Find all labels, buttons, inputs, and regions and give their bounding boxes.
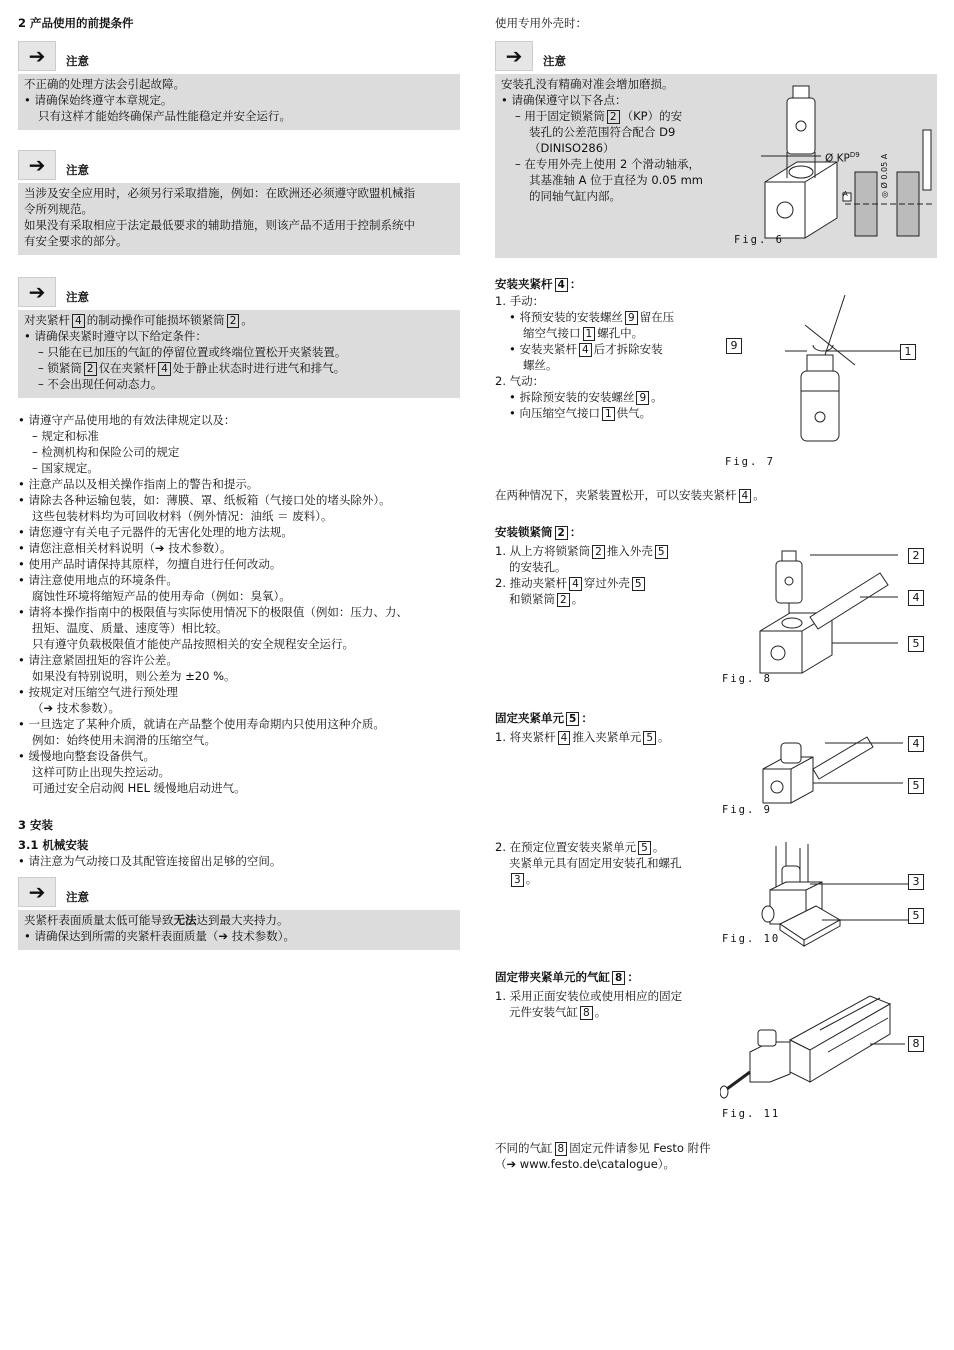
callout-1: 1 [900,344,916,360]
footer-text: 不同的气缸 8 固定元件请参见 Festo 附件 [495,1141,711,1155]
callout-5: 5 [908,778,924,794]
list-item: 可通过安全启动阀 HEL 缓慢地启动进气。 [32,781,246,795]
step-text: 缩空气接口 1 螺孔中。 [523,326,644,340]
notice-dash: – 锁紧筒 2 仅在夹紧杆 4 处于静止状态时进行进气和排气。 [38,361,346,375]
arrow-icon: ➔ [18,877,56,907]
callout-2: 2 [227,314,240,328]
step: 2. 在预定位置安装夹紧单元 5 。 [495,840,665,854]
notice-text: 的同轴气缸内部。 [529,189,621,203]
notice-5-box [495,74,937,258]
notice-bullet: • 请确保达到所需的夹紧杆表面质量（➔ 技术参数）。 [24,929,295,943]
dim-label: Ø $KP^{D9}$ [825,151,860,165]
fig8-drawing [750,545,930,675]
install-rod-title: 安装夹紧杆 4 ： [495,277,582,291]
step-text: 螺丝。 [523,358,558,372]
notice-text: 当涉及安全应用时，必须另行采取措施，例如：在欧洲还必须遵守欧盟机械指 [24,186,415,200]
step: 1. 采用正面安装位或使用相应的固定 [495,989,683,1003]
notice-dash: – 用于固定锁紧筒 2 （KP）的安 [515,109,683,123]
notice-2 [18,146,460,255]
list-item: • 请除去各种运输包装，如：薄膜、罩、纸板箱（气接口处的堵头除外）。 [18,493,391,507]
notice-bullet: • 请确保遵守以下各点： [501,93,627,107]
fig8-label: Fig. 8 [722,673,772,685]
notice-text: （DINISO286） [529,141,615,155]
list-item: • 注意产品以及相关操作指南上的警告和提示。 [18,477,259,491]
fig9-drawing [755,735,925,810]
notice-2-box [18,183,460,255]
notice-text: 安装孔没有精确对准会增加磨损。 [501,77,674,91]
step-text: 的安装孔。 [509,560,567,574]
arrow-icon: ➔ [18,41,56,71]
notice-4-box [18,910,460,950]
notice-dash: – 只能在已加压的气缸的停留位置或终端位置松开夹紧装置。 [38,345,347,359]
list-item: – 国家规定。 [32,461,99,475]
housing-title: 使用专用外壳时： [495,16,587,30]
notice-text: 不正确的处理方法会引起故障。 [24,77,185,91]
section-3-1-title: 3.1 机械安装 [18,838,89,852]
list-item: • 请注意使用地点的环境条件。 [18,573,178,587]
list-item: • 请注意为气动接口及其配管连接留出足够的空间。 [18,854,282,868]
notice-bullet: • 请确保夹紧时遵守以下给定条件： [24,329,207,343]
notice-3 [18,273,460,398]
callout-4: 4 [908,590,924,606]
list-item: – 规定和标准 [32,429,99,443]
callout-5: 5 [908,908,924,924]
step-bullet: • 安装夹紧杆 4 后才拆除安装 [509,342,663,356]
fig6-label: Fig. 6 [734,234,784,246]
ref-a: A [843,190,848,198]
notice-text: 装孔的公差范围符合配合 D9 [529,125,676,139]
step: 1. 手动： [495,294,545,308]
fig11-drawing [720,990,930,1105]
notice-label: 注意 [66,890,89,904]
arrow-icon: ➔ [18,277,56,307]
notice-4 [18,873,460,950]
notice-text: 如果没有采取相应于法定最低要求的辅助措施，则该产品不适用于控制系统中 [24,218,415,232]
step: 1. 将夹紧杆 4 推入夹紧单元 5 。 [495,730,670,744]
section-3-title: 3 安装 [18,818,54,832]
callout-2: 2 [908,548,924,564]
notice-text: 令所列规范。 [24,202,93,216]
step-text: 和锁紧筒 2 。 [509,592,584,606]
fix-unit-title: 固定夹紧单元 5 ： [495,711,593,725]
fig7-drawing [785,295,925,455]
section-2-title: 2 产品使用的前提条件 [18,16,134,30]
list-item: • 请您注意相关材料说明（➔ 技术参数）。 [18,541,232,555]
list-item: 如果没有特别说明，则公差为 ±20 %。 [32,669,236,683]
list-item: • 请您遵守有关电子元器件的无害化处理的地方法规。 [18,525,293,539]
list-item: • 使用产品时请保持其原样，勿擅自进行任何改动。 [18,557,282,571]
catalogue-link[interactable]: （➔ www.festo.de\catalogue）。 [495,1157,676,1171]
callout-4: 4 [72,314,85,328]
list-item: 只有遵守负载极限值才能使产品按照相关的安全规程安全运行。 [32,637,354,651]
list-item: – 检测机构和保险公司的规定 [32,445,180,459]
install-rod-steps [495,293,715,421]
list-item: • 缓慢地向整套设备供气。 [18,749,155,763]
callout-4: 4 [908,736,924,752]
notice-1 [18,37,460,130]
fig10-label: Fig. 10 [722,933,781,945]
step: 2. 气动： [495,374,545,388]
list-item: 腐蚀性环境将缩短产品的使用寿命（例如：臭氧）。 [32,589,291,603]
notice-label: 注意 [543,54,566,68]
list-item: 例如：始终使用未润滑的压缩空气。 [32,733,216,747]
callout-5: 5 [908,636,924,652]
notice-text: 夹紧杆表面质量太低可能导致无法达到最大夹持力。 [24,913,289,927]
step-bullet: • 向压缩空气接口 1 供气。 [509,406,652,420]
notice-text: 只有这样才能始终确保产品性能稳定并安全运行。 [38,109,291,123]
list-item: • 请注意紧固扭矩的容许公差。 [18,653,178,667]
install-rod-note: 在两种情况下，夹紧装置松开，可以安装夹紧杆 4 。 [495,488,765,502]
callout-3: 3 [908,874,924,890]
callout-8: 8 [908,1036,924,1052]
list-item: • 一旦选定了某种介质，就请在产品整个使用寿命期内只使用这种介质。 [18,717,385,731]
fig11-label: Fig. 11 [722,1108,781,1120]
step-bullet: • 将预安装的安装螺丝 9 留在压 [509,310,675,324]
notice-label: 注意 [66,163,89,177]
install-sleeve-title: 安装锁紧筒 2 ： [495,525,582,539]
step-text: 夹紧单元具有固定用安装孔和螺孔 [509,856,682,870]
list-item: • 请将本操作指南中的极限值与实际使用情况下的极限值（例如：压力、力、 [18,605,408,619]
list-item: （➔ 技术参数）。 [32,701,121,715]
notice-3-box [18,310,460,398]
step-text: 元件安装气缸 8 。 [509,1005,607,1019]
callout-9: 9 [726,338,742,354]
notice-text: 对夹紧杆 4 的制动操作可能损坏锁紧筒 2 。 [24,313,253,327]
step-text: 3 。 [495,871,715,887]
notice-text: 有安全要求的部分。 [24,234,128,248]
arrow-icon: ➔ [495,41,533,71]
step: 1. 从上方将锁紧筒 2 推入外壳 5 [495,543,715,559]
notice-text: 其基准轴 A 位于直径为 0.05 mm [529,173,703,187]
footer-note [495,1140,795,1172]
fix-unit-step-2 [495,839,715,887]
install-sleeve-steps [495,543,715,607]
notice-label: 注意 [66,54,89,68]
fix-cylinder-steps [495,988,715,1020]
list-item: 这样可防止出现失控运动。 [32,765,170,779]
tolerance-label: ◎ Ø 0.05 A [880,153,889,198]
requirements-list [18,412,460,796]
step: 2. 推动夹紧杆 4 穿过外壳 5 [495,575,715,591]
fig7-label: Fig. 7 [725,456,775,468]
arrow-icon: ➔ [18,150,56,180]
step-bullet: • 拆除预安装的安装螺丝 9 。 [509,390,663,404]
list-item: 扭矩、温度、质量、速度等）相比较。 [32,621,228,635]
notice-1-box [18,74,460,130]
fig9-label: Fig. 9 [722,804,772,816]
list-item: • 按规定对压缩空气进行预处理 [18,685,178,699]
fig10-drawing [760,840,925,950]
notice-dash: – 在专用外壳上使用 2 个滑动轴承， [515,157,701,171]
notice-dash: – 不会出现任何动态力。 [38,377,163,391]
right-column [495,0,937,1350]
fix-cylinder-title: 固定带夹紧单元的气缸 8 ： [495,970,639,984]
notice-bullet: • 请确保始终遵守本章规定。 [24,93,173,107]
list-item: • 请遵守产品使用地的有效法律规定以及： [18,413,236,427]
notice-5 [495,37,937,258]
notice-label: 注意 [66,290,89,304]
list-item: 这些包装材料均为可回收材料（例外情况：油纸 ＝ 废料）。 [32,509,333,523]
